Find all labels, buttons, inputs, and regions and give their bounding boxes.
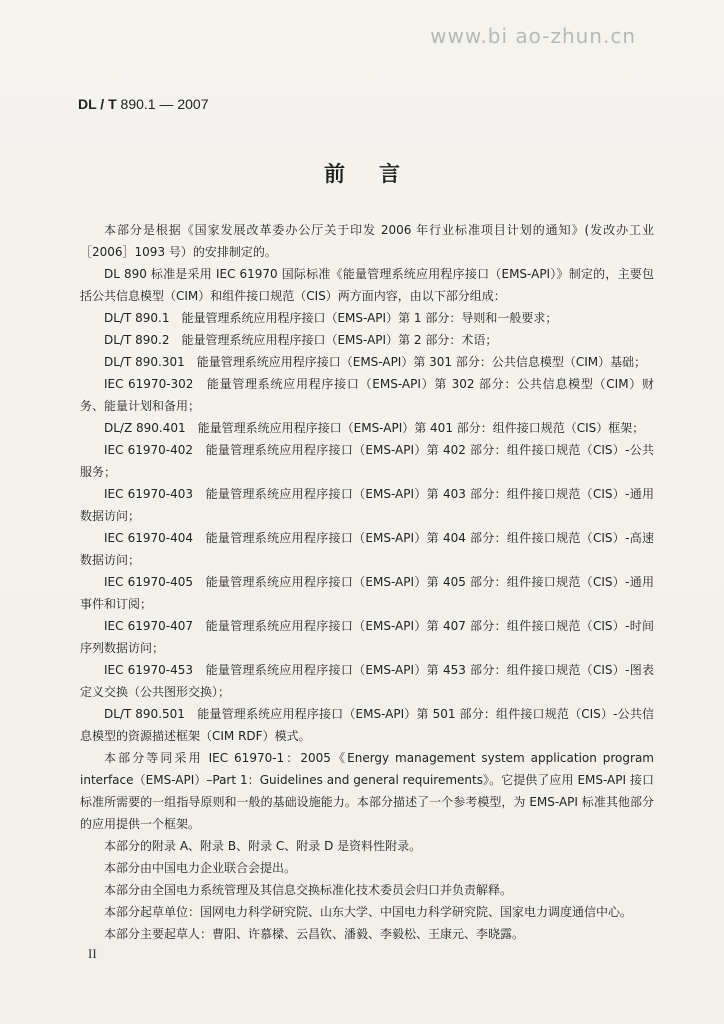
standard-number: 890.1 — 2007 [116, 96, 209, 112]
paragraph: DL/T 890.301 能量管理系统应用程序接口（EMS-API）第 301 部分：公共信息模型（CIM）基础； [104, 355, 647, 369]
standard-code [78, 96, 209, 112]
preface-body [80, 219, 654, 945]
page-number: II [88, 946, 97, 961]
paragraph: 本部分主要起草人：曹阳、许慕樑、云昌钦、潘毅、李毅松、王康元、李晓露。 [104, 927, 525, 941]
watermark: www.bi ao-zhun.cn [430, 24, 636, 48]
paragraph: IEC 61970-402 能量管理系统应用程序接口（EMS-API）第 402 部分：组件接口规范（CIS）-公共服务； [80, 443, 654, 479]
paragraph: 本部分由中国电力企业联合会提出。 [104, 861, 297, 875]
page-title: 前言 [324, 162, 434, 186]
paragraph: DL/Z 890.401 能量管理系统应用程序接口（EMS-API）第 401 部分：组件接口规范（CIS）框架； [104, 421, 645, 435]
paragraph: 本部分的附录 A、附录 B、附录 C、附录 D 是资料性附录。 [104, 839, 422, 853]
paragraph: DL/T 890.1 能量管理系统应用程序接口（EMS-API）第 1 部分：导则和一般要求； [104, 311, 558, 325]
paragraph: IEC 61970-302 能量管理系统应用程序接口（EMS-API）第 302 部分：公共信息模型（CIM）财务、能量计划和备用； [80, 377, 654, 413]
paragraph: IEC 61970-404 能量管理系统应用程序接口（EMS-API）第 404 部分：组件接口规范（CIS）-高速数据访问； [80, 531, 654, 567]
standard-prefix: DL / T [78, 96, 117, 112]
paragraph: 本部分起草单位：国网电力科学研究院、山东大学、中国电力科学研究院、国家电力调度通信中心。 [104, 905, 633, 919]
paragraph: 本部分由全国电力系统管理及其信息交换标准化技术委员会归口并负责解释。 [104, 883, 513, 897]
paragraph: 本部分等同采用 IEC 61970-1：2005《Energy management system application program interface（EMS-API）–Part 1：Guidelines and general requirements》。它提供了应用 EMS-API 接口标准所需要的一组指导原则和一般的基础设施能力。本部分描述了一个参考模型，为 EMS-API 标准其他部分的应用提供一个框架。 [80, 751, 654, 831]
paragraph: IEC 61970-453 能量管理系统应用程序接口（EMS-API）第 453 部分：组件接口规范（CIS）-图表定义交换（公共图形交换）； [80, 663, 654, 699]
paragraph: DL/T 890.501 能量管理系统应用程序接口（EMS-API）第 501 部分：组件接口规范（CIS）-公共信息模型的资源描述框架（CIM RDF）模式。 [80, 707, 654, 743]
paragraph: IEC 61970-405 能量管理系统应用程序接口（EMS-API）第 405 部分：组件接口规范（CIS）-通用事件和订阅； [80, 575, 654, 611]
paragraph: IEC 61970-403 能量管理系统应用程序接口（EMS-API）第 403 部分：组件接口规范（CIS）-通用数据访问； [80, 487, 654, 523]
paragraph: IEC 61970-407 能量管理系统应用程序接口（EMS-API）第 407 部分：组件接口规范（CIS）-时间序列数据访问； [80, 619, 654, 655]
paragraph: DL 890 标准是采用 IEC 61970 国际标准《能量管理系统应用程序接口（EMS-API）》制定的，主要包括公共信息模型（CIM）和组件接口规范（CIS）两方面内容，由以下部分组成： [80, 267, 654, 303]
paragraph: DL/T 890.2 能量管理系统应用程序接口（EMS-API）第 2 部分：术语； [104, 333, 498, 347]
paragraph: 本部分是根据《国家发展改革委办公厅关于印发 2006 年行业标准项目计划的通知》(发改办工业［2006］1093 号）的安排制定的。 [80, 223, 654, 259]
